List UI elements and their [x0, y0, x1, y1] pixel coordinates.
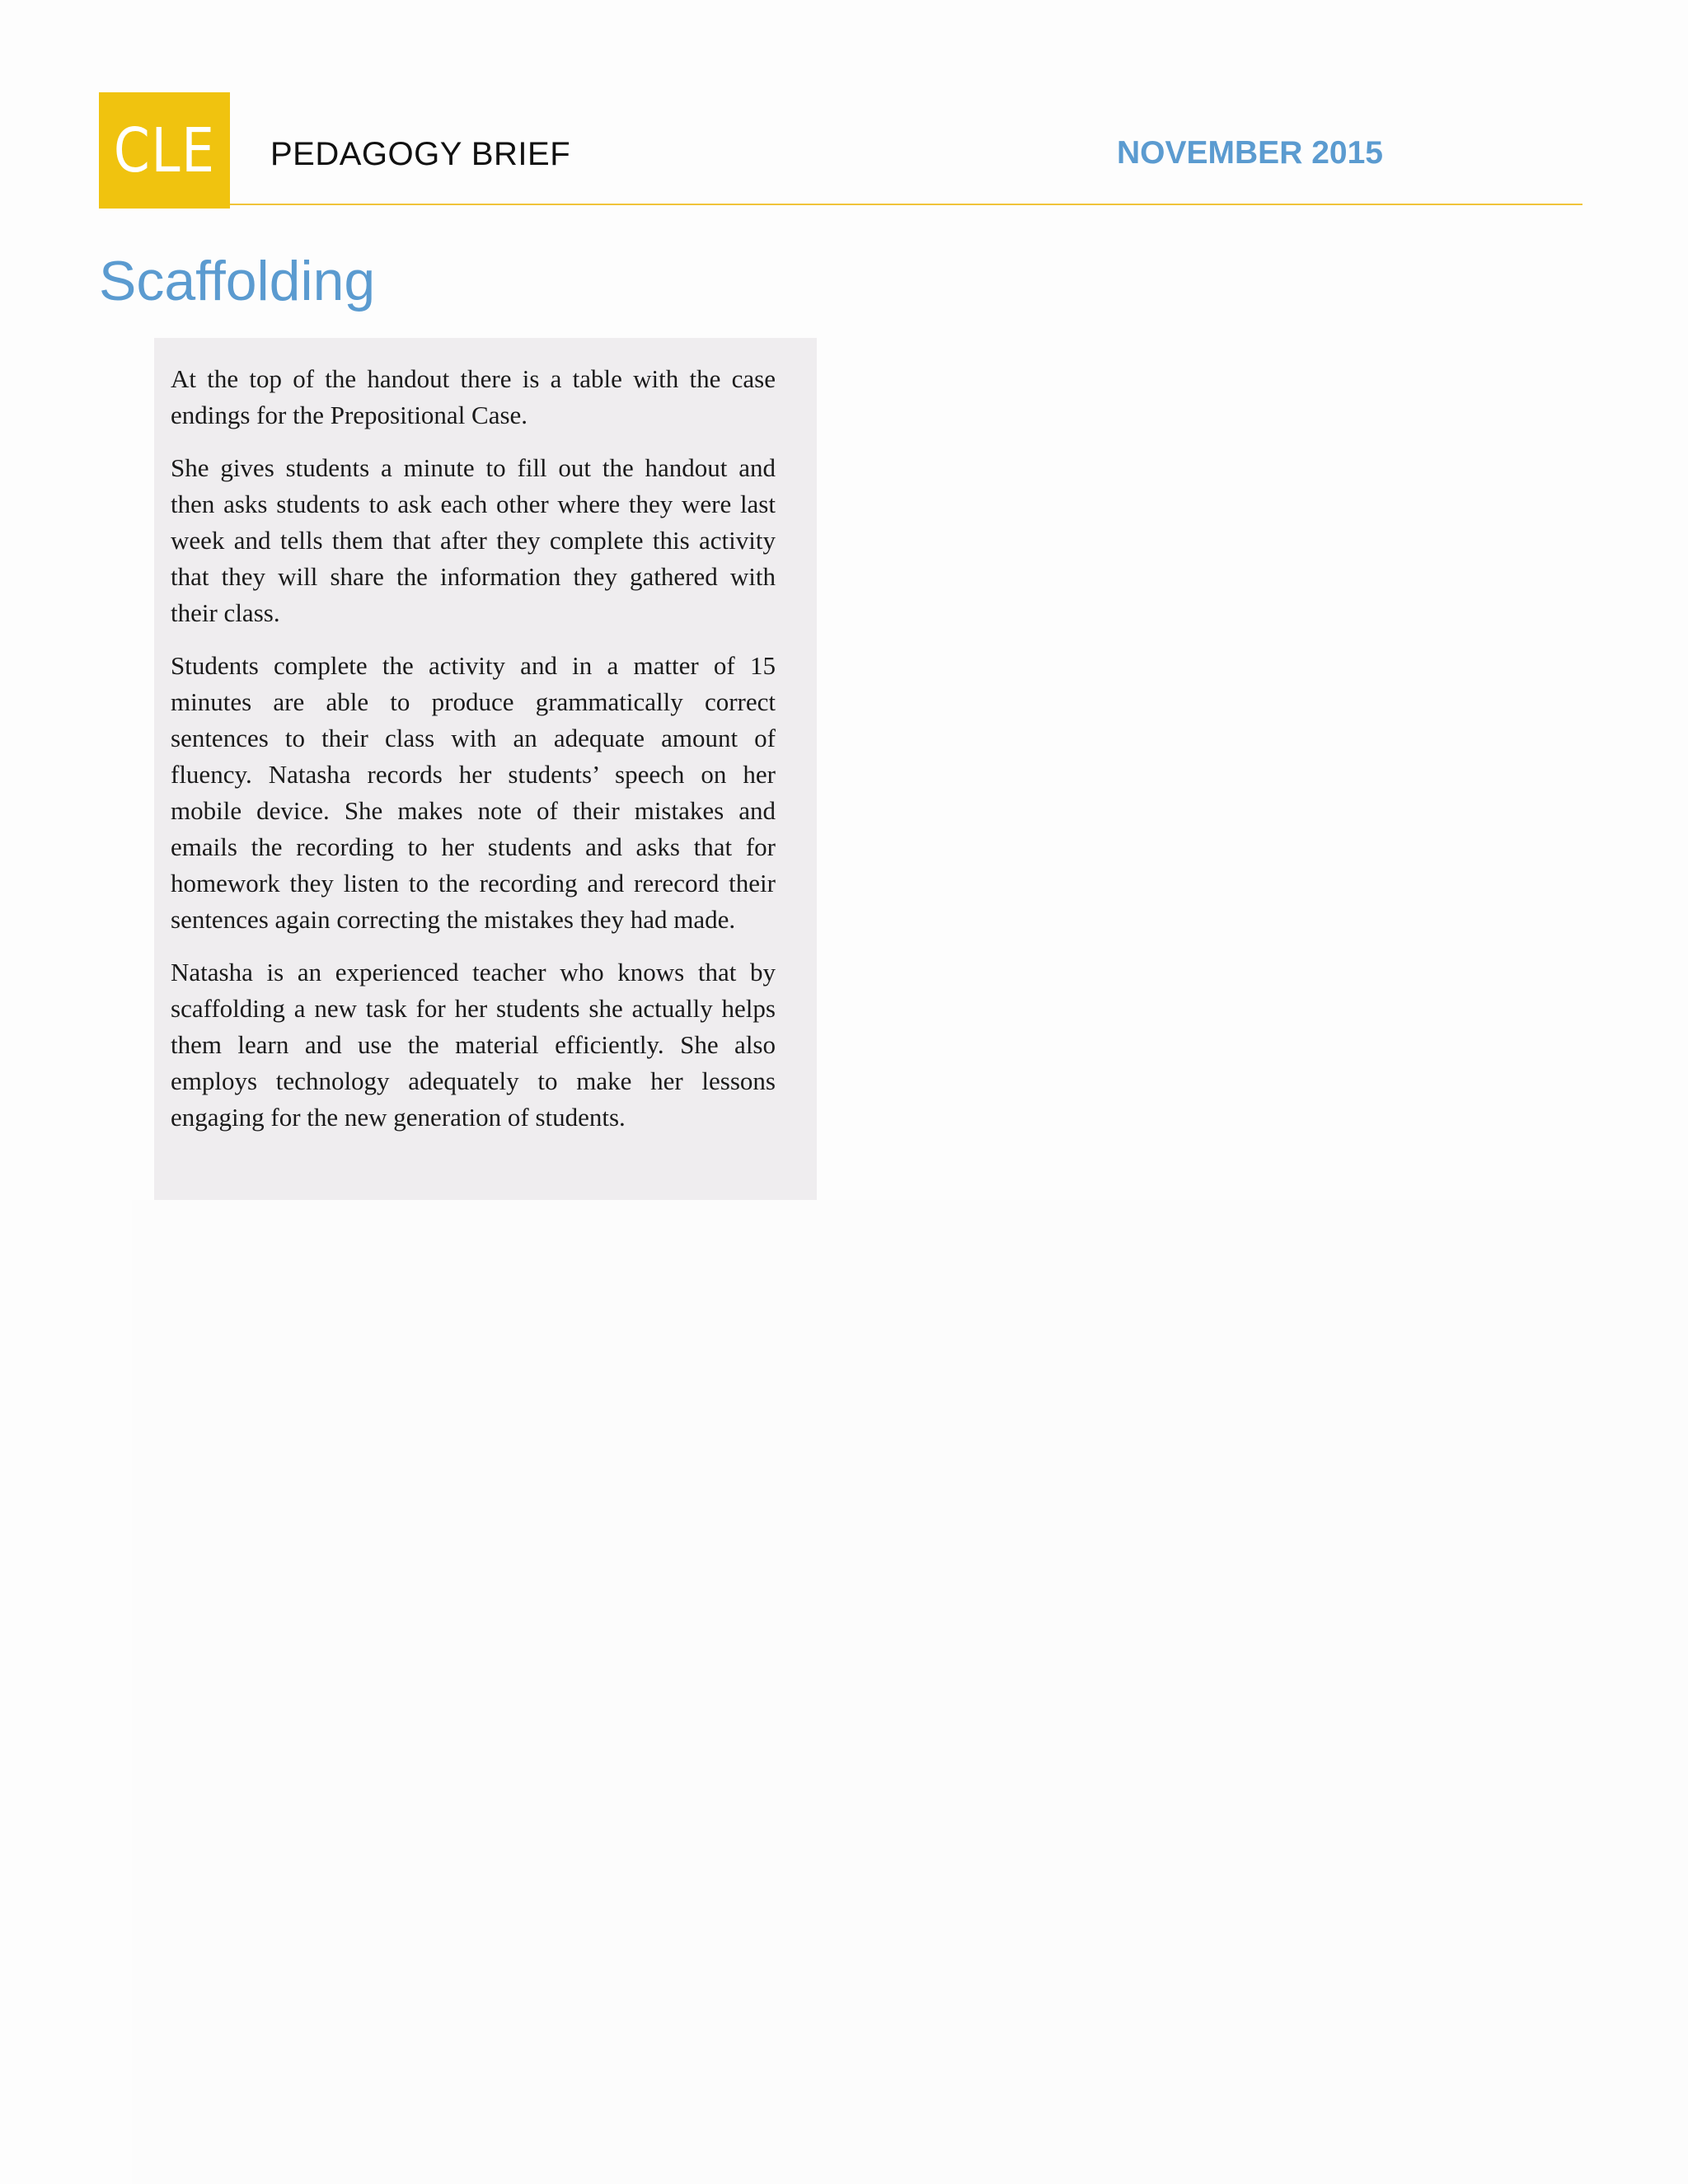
cle-logo	[99, 92, 230, 209]
header-divider	[230, 204, 1582, 205]
issue-date: NOVEMBER 2015	[1117, 135, 1383, 171]
page-background-panel	[132, 1200, 1688, 2184]
sidebar-paragraph: Students complete the activity and in a matter of 15 minutes are able to produce grammatically correct sentences to their class with an adequate amount of fluency. Natasha records her students’ speech on her mobile device. She makes note of their mistakes and emails the recording to her students and asks that for homework they listen to the recording and rerecord their sentences again correcting the mistakes they had made.	[171, 651, 776, 934]
sidebar-paragraph: She gives students a minute to fill out the handout and then asks students to ask each other where they were last week and tells them that after they complete this activity that they will share the information they gathered with their class.	[171, 453, 776, 627]
sidebar-paragraph: Natasha is an experienced teacher who knows that by scaffolding a new task for her students she actually helps them learn and use the material efficiently. She also employs technology adequately to make her lessons engaging for the new generation of students.	[171, 958, 776, 1132]
logo-text: CLE	[113, 115, 216, 186]
section-title: Scaffolding	[99, 250, 376, 312]
brief-title: PEDAGOGY BRIEF	[270, 136, 571, 172]
scenario-sidebar	[154, 338, 817, 1200]
sidebar-paragraph: At the top of the handout there is a table with the case endings for the Prepositional Case.	[171, 364, 776, 429]
